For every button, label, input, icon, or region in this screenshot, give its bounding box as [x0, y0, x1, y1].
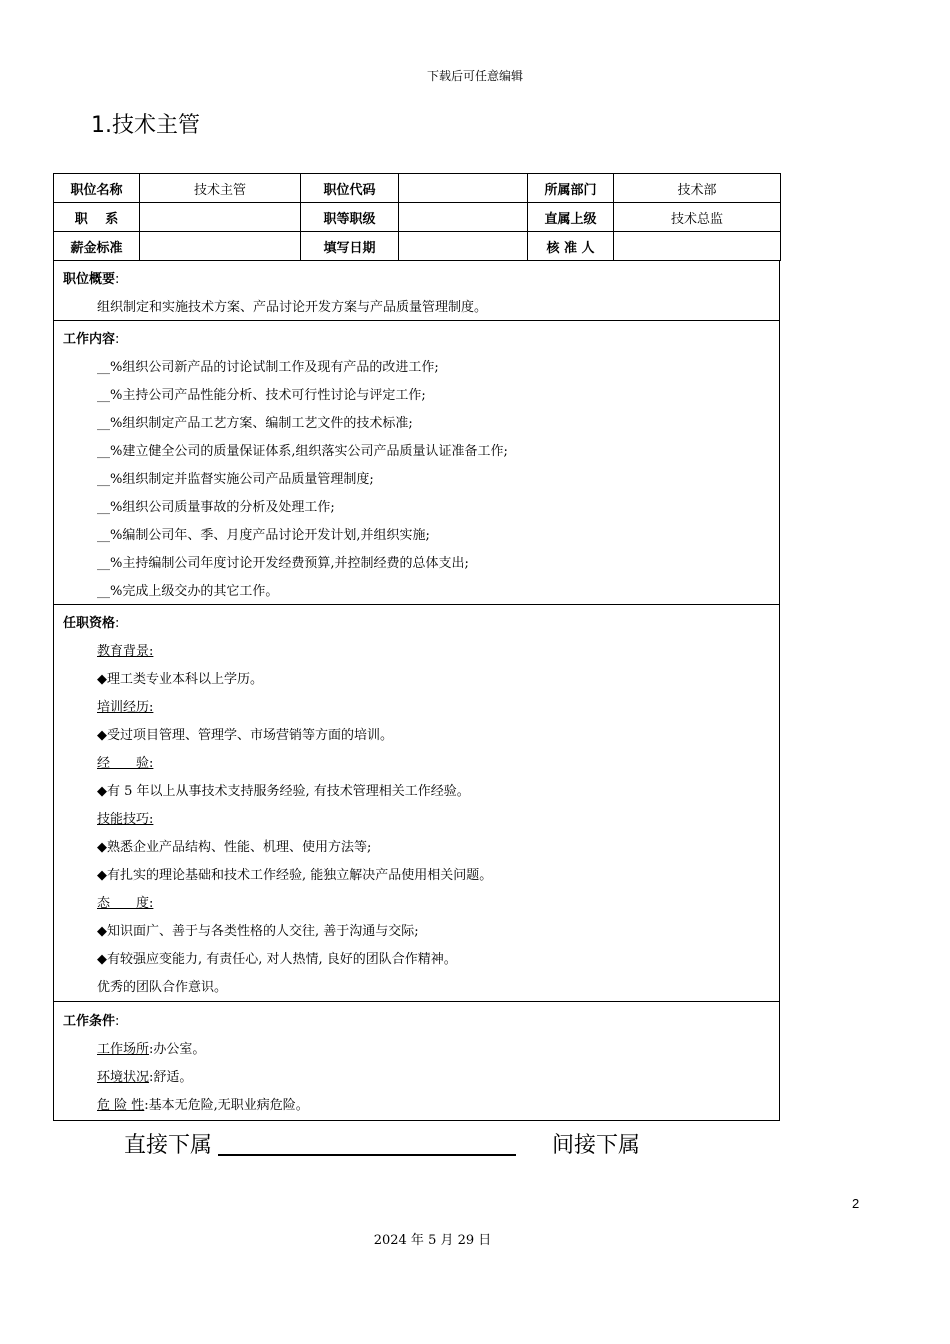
training-item: ◆受过项目管理、管理学、市场营销等方面的培训。: [97, 728, 394, 743]
attitude-item: ◆知识面广、善于与各类性格的人交往, 善于沟通与交际;: [97, 924, 419, 939]
approver-label: 核 准 人: [528, 232, 614, 261]
summary-section: [53, 260, 780, 321]
qualifications-title: 任职资格:: [63, 616, 120, 631]
indirect-subordinates-label: 间接下属: [552, 1133, 641, 1158]
skills-item: ◆有扎实的理论基础和技术工作经验, 能独立解决产品使用相关问题。: [97, 868, 493, 883]
training-label: 培训经历:: [97, 700, 154, 715]
info-table: [53, 173, 781, 261]
fill-date-value: [399, 232, 528, 261]
summary-text: 组织制定和实施技术方案、产品讨论开发方案与产品质量管理制度。: [97, 300, 488, 315]
list-item: __%主持编制公司年度讨论开发经费预算,并控制经费的总体支出;: [97, 556, 469, 571]
direct-subordinates-blank: [218, 1154, 516, 1156]
workplace-line: 工作场所:办公室。: [97, 1042, 206, 1057]
table-row: [54, 174, 781, 203]
grade-value: [399, 203, 528, 232]
diamond-bullet-icon: ◆: [97, 924, 107, 939]
job-family-value: [140, 203, 301, 232]
fill-date-label: 填写日期: [301, 232, 399, 261]
page-number: 2: [852, 1196, 860, 1211]
risk-line: 危 险 性:基本无危险,无职业病危险。: [97, 1098, 309, 1113]
skills-label: 技能技巧:: [97, 812, 154, 827]
attitude-label: 态 度:: [97, 896, 154, 911]
job-family-label: 职 系: [54, 203, 140, 232]
education-label: 教育背景:: [97, 644, 154, 659]
diamond-bullet-icon: ◆: [97, 672, 107, 687]
list-item: __%组织制定并监督实施公司产品质量管理制度;: [97, 472, 374, 487]
header-note: 下载后可任意编辑: [426, 69, 523, 83]
position-code-label: 职位代码: [301, 174, 399, 203]
conditions-section: [53, 1001, 780, 1121]
environment-line: 环境状况:舒适。: [97, 1070, 193, 1085]
diamond-bullet-icon: ◆: [97, 952, 107, 967]
grade-label: 职等职级: [301, 203, 399, 232]
table-row: [54, 203, 781, 232]
position-name-label: 职位名称: [54, 174, 140, 203]
qualifications-section: [53, 604, 780, 1002]
position-name-value: 技术主管: [140, 174, 301, 203]
list-item: __%主持公司产品性能分析、技术可行性讨论与评定工作;: [97, 388, 426, 403]
experience-label: 经 验:: [97, 756, 154, 771]
approver-value: [614, 232, 781, 261]
position-code-value: [399, 174, 528, 203]
experience-item: ◆有 5 年以上从事技术支持服务经验, 有技术管理相关工作经验。: [97, 784, 470, 799]
list-item: __%组织公司新产品的讨论试制工作及现有产品的改进工作;: [97, 360, 439, 375]
skills-item: ◆熟悉企业产品结构、性能、机理、使用方法等;: [97, 840, 372, 855]
extra-item: 优秀的团队合作意识。: [97, 980, 228, 995]
table-row: [54, 232, 781, 261]
direct-subordinates-label: 直接下属: [124, 1133, 213, 1158]
page-title: 1.技术主管: [91, 113, 200, 138]
footer-date: 2024 年 5 月 29 日: [373, 1233, 492, 1248]
salary-label: 薪金标准: [54, 232, 140, 261]
conditions-title: 工作条件:: [63, 1014, 120, 1029]
department-label: 所属部门: [528, 174, 614, 203]
diamond-bullet-icon: ◆: [97, 840, 107, 855]
diamond-bullet-icon: ◆: [97, 728, 107, 743]
diamond-bullet-icon: ◆: [97, 784, 107, 799]
supervisor-label: 直属上级: [528, 203, 614, 232]
salary-value: [140, 232, 301, 261]
list-item: __%建立健全公司的质量保证体系,组织落实公司产品质量认证准备工作;: [97, 444, 508, 459]
list-item: __%完成上级交办的其它工作。: [97, 584, 279, 599]
duties-title: 工作内容:: [63, 332, 120, 347]
diamond-bullet-icon: ◆: [97, 868, 107, 883]
summary-title: 职位概要:: [63, 272, 120, 287]
list-item: __%编制公司年、季、月度产品讨论开发计划,并组织实施;: [97, 528, 430, 543]
supervisor-value: 技术总监: [614, 203, 781, 232]
education-item: ◆理工类专业本科以上学历。: [97, 672, 264, 687]
department-value: 技术部: [614, 174, 781, 203]
list-item: __%组织制定产品工艺方案、编制工艺文件的技术标准;: [97, 416, 413, 431]
list-item: __%组织公司质量事故的分析及处理工作;: [97, 500, 335, 515]
attitude-item: ◆有较强应变能力, 有责任心, 对人热情, 良好的团队合作精神。: [97, 952, 457, 967]
duties-section: [53, 320, 780, 605]
